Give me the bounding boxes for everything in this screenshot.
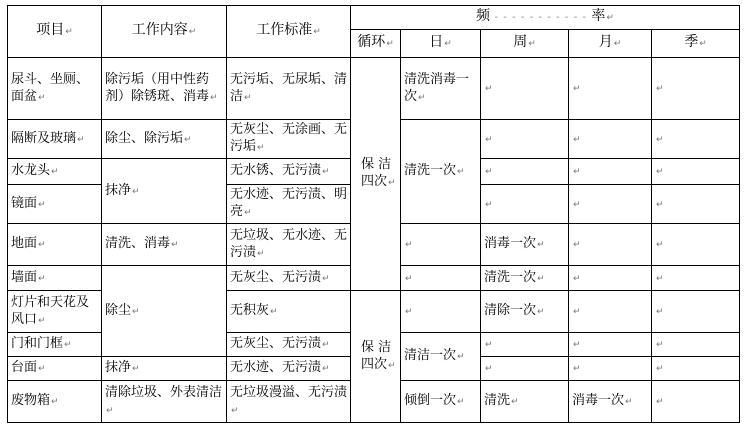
item-cell: 地面↵: [8, 224, 102, 266]
content-cell: 清洗、消毒↵: [102, 224, 227, 266]
season-cell: ↵: [652, 58, 740, 120]
week-cell: ↵: [481, 357, 569, 381]
header-cycle: 循环↵: [351, 30, 401, 58]
standard-cell: 无垃圾、无水迹、无污渍↵: [227, 224, 351, 266]
day-cell: 清洗一次↵: [401, 120, 481, 224]
month-cell: ↵: [569, 224, 652, 266]
week-cell: ↵: [481, 120, 569, 159]
content-cell: 抹净↵: [102, 357, 227, 381]
standard-cell: 无灰尘、无污渍↵: [227, 266, 351, 291]
item-cell: 尿斗、坐厕、面盆↵: [8, 58, 102, 120]
header-month: 月↵: [569, 30, 652, 58]
header-frequency: 频 - - - - - - - - - - - 率↵: [351, 6, 740, 30]
season-cell: ↵: [652, 224, 740, 266]
item-cell: 台面↵: [8, 357, 102, 381]
week-cell: ↵: [481, 159, 569, 185]
month-cell: ↵: [569, 333, 652, 357]
season-cell: ↵: [652, 357, 740, 381]
item-cell: 隔断及玻璃↵: [8, 120, 102, 159]
item-cell: 镜面↵: [8, 185, 102, 224]
content-cell: 清除垃圾、外表清洁↵: [102, 381, 227, 423]
table-row: [8, 58, 740, 120]
header-season: 季↵: [652, 30, 740, 58]
season-cell: ↵: [652, 159, 740, 185]
standard-cell: 无灰尘、无涂画、无污垢↵: [227, 120, 351, 159]
schedule-table: [7, 5, 740, 423]
month-cell: ↵: [569, 185, 652, 224]
week-cell: 清洗一次↵: [481, 266, 569, 291]
month-cell: 消毒一次↵: [569, 381, 652, 423]
week-cell: ↵: [481, 185, 569, 224]
standard-cell: 无水迹、无污渍↵: [227, 357, 351, 381]
content-cell: 除尘、除污垢↵: [102, 120, 227, 159]
standard-cell: 无水迹、无污渍、明亮↵: [227, 185, 351, 224]
week-cell: 清除一次↵: [481, 291, 569, 333]
standard-cell: 无垃圾漫溢、无污渍↵: [227, 381, 351, 423]
cycle-cell: 保 洁四次↵: [351, 58, 401, 291]
month-cell: ↵: [569, 120, 652, 159]
month-cell: ↵: [569, 266, 652, 291]
cleaning-schedule: [7, 5, 740, 423]
week-cell: 消毒一次↵: [481, 224, 569, 266]
item-cell: 废物箱↵: [8, 381, 102, 423]
content-cell: 除污垢（用中性药剂）除锈斑、消毒↵: [102, 58, 227, 120]
item-cell: 墙面↵: [8, 266, 102, 291]
week-cell: ↵: [481, 333, 569, 357]
day-cell: 清洗消毒一次↵: [401, 58, 481, 120]
season-cell: ↵: [652, 266, 740, 291]
week-cell: 清洗↵: [481, 381, 569, 423]
header-standard: 工作标准↵: [227, 6, 351, 58]
standard-cell: 无灰尘、无污渍↵: [227, 333, 351, 357]
season-cell: ↵: [652, 120, 740, 159]
day-cell: 倾倒一次↵: [401, 381, 481, 423]
header-week: 周↵: [481, 30, 569, 58]
season-cell: ↵: [652, 333, 740, 357]
season-cell: ↵: [652, 291, 740, 333]
standard-cell: 无污垢、无尿垢、清洁↵: [227, 58, 351, 120]
content-cell: 除尘↵: [102, 266, 227, 357]
content-cell: 抹净↵: [102, 159, 227, 224]
season-cell: ↵: [652, 185, 740, 224]
week-cell: ↵: [481, 58, 569, 120]
month-cell: ↵: [569, 291, 652, 333]
cycle-cell: 保 洁四次↵: [351, 291, 401, 423]
day-cell: ↵: [401, 266, 481, 291]
standard-cell: 无水锈、无污渍↵: [227, 159, 351, 185]
month-cell: ↵: [569, 357, 652, 381]
standard-cell: 无积灰↵: [227, 291, 351, 333]
month-cell: ↵: [569, 159, 652, 185]
month-cell: ↵: [569, 58, 652, 120]
day-cell: ↵: [401, 224, 481, 266]
item-cell: 水龙头↵: [8, 159, 102, 185]
item-cell: 门和门框↵: [8, 333, 102, 357]
item-cell: 灯片和天花及风口↵: [8, 291, 102, 333]
header-day: 日↵: [401, 30, 481, 58]
header-item: 项目↵: [8, 6, 102, 58]
day-cell: ↵: [401, 291, 481, 333]
day-cell: 清洁一次↵: [401, 333, 481, 381]
header-content: 工作内容↵: [102, 6, 227, 58]
season-cell: ↵: [652, 381, 740, 423]
